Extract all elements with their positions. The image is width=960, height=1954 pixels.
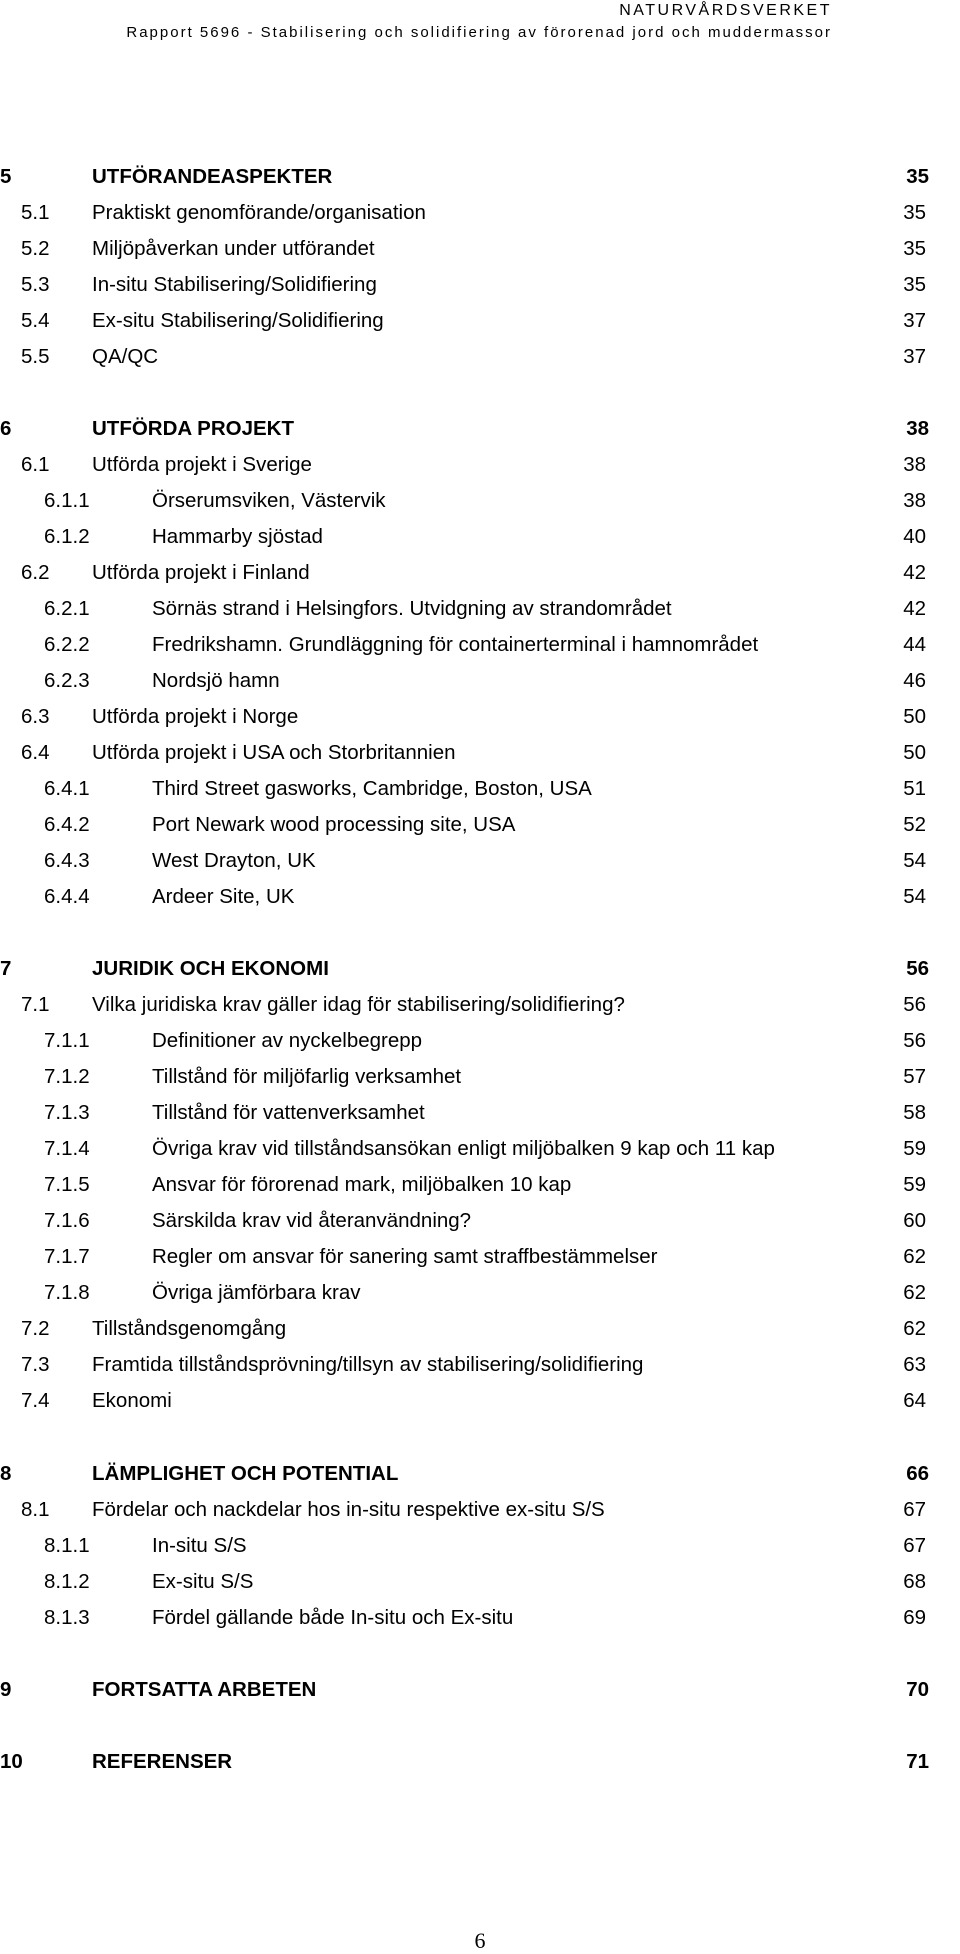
toc-entry-title: Hammarby sjöstad [152, 525, 323, 548]
toc-entry-title: QA/QC [92, 345, 159, 368]
toc-entry-page: 51 [903, 777, 926, 800]
toc-entry-title: In-situ S/S [152, 1534, 247, 1557]
toc-entry-page: 67 [903, 1498, 926, 1521]
toc-entry-number: 6.4.4 [44, 885, 90, 908]
toc-entry-title: Tillstånd för vattenverksamhet [152, 1101, 425, 1124]
toc-entry-page: 50 [903, 705, 926, 728]
toc-entry-page: 56 [906, 957, 929, 980]
toc-entry-title: Sörnäs strand i Helsingfors. Utvidgning av strandområdet [152, 597, 672, 620]
toc-chapter-entry[interactable] [0, 410, 929, 447]
toc-entry-title: LÄMPLIGHET OCH POTENTIAL [92, 1462, 399, 1485]
toc-entry-title: West Drayton, UK [152, 849, 316, 872]
toc-entry-number: 6.1.1 [44, 489, 90, 512]
toc-entry-page: 70 [906, 1678, 929, 1701]
toc-entry-number: 7.1.5 [44, 1173, 90, 1196]
toc-entry[interactable] [0, 806, 926, 843]
toc-entry-number: 7 [0, 957, 12, 980]
toc-entry-page: 54 [903, 885, 926, 908]
publisher-name: NATURVÅRDSVERKET [619, 2, 832, 19]
toc-entry-number: 6.2.2 [44, 633, 90, 656]
toc-entry-title: UTFÖRANDEASPEKTER [92, 165, 333, 188]
toc-entry[interactable] [0, 734, 926, 771]
toc-entry[interactable] [0, 1599, 926, 1636]
toc-chapter-entry[interactable] [0, 1455, 929, 1492]
toc-entry[interactable] [0, 338, 926, 375]
toc-entry[interactable] [0, 1346, 926, 1383]
toc-entry-number: 7.1 [21, 993, 50, 1016]
toc-entry-number: 6.2.1 [44, 597, 90, 620]
toc-entry-number: 6.2 [21, 561, 50, 584]
toc-entry-page: 59 [903, 1173, 926, 1196]
toc-entry[interactable] [0, 194, 926, 231]
toc-entry-page: 46 [903, 669, 926, 692]
toc-entry-title: Ex-situ Stabilisering/Solidifiering [92, 309, 384, 332]
toc-entry[interactable] [0, 1238, 926, 1275]
toc-entry-title: Ardeer Site, UK [152, 885, 295, 908]
toc-entry-title: Regler om ansvar för sanering samt straffbestämmelser [152, 1245, 658, 1268]
toc-entry[interactable] [0, 1274, 926, 1311]
toc-entry[interactable] [0, 1058, 926, 1095]
toc-entry-title: Utförda projekt i USA och Storbritannien [92, 741, 456, 764]
toc-entry-number: 5.3 [21, 273, 50, 296]
toc-entry[interactable] [0, 662, 926, 699]
toc-entry-page: 59 [903, 1137, 926, 1160]
toc-entry-page: 35 [903, 273, 926, 296]
toc-entry-page: 35 [906, 165, 929, 188]
toc-entry-number: 5.2 [21, 237, 50, 260]
toc-entry-number: 6.4.2 [44, 813, 90, 836]
toc-entry-title: Utförda projekt i Finland [92, 561, 310, 584]
toc-entry-title: Utförda projekt i Sverige [92, 453, 312, 476]
toc-entry-title: In-situ Stabilisering/Solidifiering [92, 273, 377, 296]
toc-entry-title: FORTSATTA ARBETEN [92, 1678, 317, 1701]
toc-entry-page: 56 [903, 1029, 926, 1052]
toc-entry-title: Tillståndsgenomgång [92, 1317, 287, 1340]
toc-entry-number: 8.1 [21, 1498, 50, 1521]
toc-entry-page: 71 [906, 1750, 929, 1773]
page-number: 6 [474, 1928, 486, 1953]
toc-entry-number: 7.1.1 [44, 1029, 90, 1052]
toc-entry-title: Third Street gasworks, Cambridge, Boston, USA [152, 777, 592, 800]
toc-entry-page: 58 [903, 1101, 926, 1124]
toc-entry-page: 35 [903, 237, 926, 260]
toc-entry[interactable] [0, 842, 926, 879]
toc-entry-number: 6.1 [21, 453, 50, 476]
toc-entry-page: 50 [903, 741, 926, 764]
report-title: Rapport 5696 - Stabilisering och solidifiering av förorenad jord och muddermassor [126, 24, 832, 41]
toc-entry-page: 38 [906, 417, 929, 440]
toc-entry-number: 6.4.3 [44, 849, 90, 872]
toc-entry-page: 64 [903, 1389, 926, 1412]
toc-entry-number: 7.1.3 [44, 1101, 90, 1124]
toc-chapter-entry[interactable] [0, 950, 929, 987]
toc-entry-number: 7.3 [21, 1353, 50, 1376]
toc-entry[interactable] [0, 482, 926, 519]
toc-entry-page: 44 [903, 633, 926, 656]
toc-entry-page: 40 [903, 525, 926, 548]
toc-entry-title: Utförda projekt i Norge [92, 705, 299, 728]
toc-entry[interactable] [0, 878, 926, 915]
toc-entry[interactable] [0, 770, 926, 807]
toc-entry-title: Vilka juridiska krav gäller idag för stabilisering/solidifiering? [92, 993, 625, 1016]
toc-entry-page: 42 [903, 597, 926, 620]
toc-entry-page: 69 [903, 1606, 926, 1629]
toc-entry[interactable] [0, 986, 926, 1023]
toc-entry-number: 8.1.3 [44, 1606, 90, 1629]
toc-entry[interactable] [0, 266, 926, 303]
toc-entry-page: 60 [903, 1209, 926, 1232]
toc-entry-page: 68 [903, 1570, 926, 1593]
toc-entry[interactable] [0, 698, 926, 735]
toc-entry[interactable] [0, 1166, 926, 1203]
toc-entry-title: Övriga jämförbara krav [152, 1281, 361, 1304]
toc-entry-page: 67 [903, 1534, 926, 1557]
toc-entry-title: Fördel gällande både In-situ och Ex-situ [152, 1606, 514, 1629]
toc-entry[interactable] [0, 302, 926, 339]
toc-entry-number: 7.4 [21, 1389, 50, 1412]
toc-entry-number: 6.1.2 [44, 525, 90, 548]
toc-entry-page: 52 [903, 813, 926, 836]
toc-chapter-entry[interactable] [0, 158, 929, 195]
toc-entry-page: 38 [903, 453, 926, 476]
toc-entry-title: Ekonomi [92, 1389, 172, 1412]
toc-entry-number: 5.5 [21, 345, 50, 368]
toc-entry-number: 6.4.1 [44, 777, 90, 800]
toc-entry-title: Ansvar för förorenad mark, miljöbalken 10 kap [152, 1173, 572, 1196]
toc-entry-number: 7.1.2 [44, 1065, 90, 1088]
toc-entry[interactable] [0, 554, 926, 591]
toc-entry-title: Nordsjö hamn [152, 669, 280, 692]
toc-entry-title: REFERENSER [92, 1750, 233, 1773]
toc-chapter-entry[interactable] [0, 1671, 929, 1708]
toc-entry-number: 5.4 [21, 309, 50, 332]
toc-entry-title: Fördelar och nackdelar hos in-situ respektive ex-situ S/S [92, 1498, 605, 1521]
toc-entry-title: Övriga krav vid tillståndsansökan enligt miljöbalken 9 kap och 11 kap [152, 1137, 775, 1160]
toc-entry-page: 37 [903, 345, 926, 368]
toc-entry-number: 7.1.6 [44, 1209, 90, 1232]
toc-entry[interactable] [0, 1310, 926, 1347]
toc-entry[interactable] [0, 1382, 926, 1419]
toc-entry-number: 9 [0, 1678, 12, 1701]
toc-entry[interactable] [0, 1563, 926, 1600]
toc-entry-number: 5.1 [21, 201, 50, 224]
toc-entry[interactable] [0, 590, 926, 627]
toc-entry-title: Särskilda krav vid återanvändning? [152, 1209, 472, 1232]
toc-entry-title: Miljöpåverkan under utförandet [92, 237, 375, 260]
toc-entry-page: 38 [903, 489, 926, 512]
toc-entry-page: 54 [903, 849, 926, 872]
toc-entry-number: 6.4 [21, 741, 50, 764]
toc-entry-number: 6.3 [21, 705, 50, 728]
toc-entry-number: 5 [0, 165, 12, 188]
toc-entry-title: JURIDIK OCH EKONOMI [92, 957, 329, 980]
toc-entry-page: 66 [906, 1462, 929, 1485]
toc-entry-page: 62 [903, 1245, 926, 1268]
toc-entry[interactable] [0, 230, 926, 267]
toc-entry[interactable] [0, 1491, 926, 1528]
toc-entry-page: 62 [903, 1317, 926, 1340]
toc-entry-number: 7.1.7 [44, 1245, 90, 1268]
toc-entry-number: 8.1.2 [44, 1570, 90, 1593]
toc-entry-title: UTFÖRDA PROJEKT [92, 417, 294, 440]
toc-entry-number: 7.2 [21, 1317, 50, 1340]
toc-entry-title: Framtida tillståndsprövning/tillsyn av stabilisering/solidifiering [92, 1353, 644, 1376]
toc-entry[interactable] [0, 626, 926, 663]
toc-entry-title: Definitioner av nyckelbegrepp [152, 1029, 423, 1052]
toc-entry-title: Port Newark wood processing site, USA [152, 813, 516, 836]
toc-entry-title: Tillstånd för miljöfarlig verksamhet [152, 1065, 462, 1088]
toc-entry[interactable] [0, 446, 926, 483]
toc-entry-page: 57 [903, 1065, 926, 1088]
toc-entry-title: Ex-situ S/S [152, 1570, 254, 1593]
toc-entry-title: Örserumsviken, Västervik [152, 489, 386, 512]
toc-entry-number: 8 [0, 1462, 12, 1485]
toc-entry-page: 56 [903, 993, 926, 1016]
toc-entry[interactable] [0, 1527, 926, 1564]
toc-entry[interactable] [0, 1094, 926, 1131]
toc-entry[interactable] [0, 1022, 926, 1059]
toc-entry-title: Praktiskt genomförande/organisation [92, 201, 426, 224]
toc-entry-number: 7.1.8 [44, 1281, 90, 1304]
toc-entry[interactable] [0, 1202, 926, 1239]
toc-entry-number: 8.1.1 [44, 1534, 90, 1557]
toc-entry-title: Fredrikshamn. Grundläggning för containerterminal i hamnområdet [152, 633, 759, 656]
toc-entry-page: 63 [903, 1353, 926, 1376]
toc-entry-number: 6 [0, 417, 12, 440]
toc-entry-number: 10 [0, 1750, 23, 1773]
toc-entry-page: 42 [903, 561, 926, 584]
toc-entry-number: 7.1.4 [44, 1137, 90, 1160]
toc-entry-page: 35 [903, 201, 926, 224]
toc-entry[interactable] [0, 1130, 926, 1167]
toc-entry-page: 37 [903, 309, 926, 332]
toc-chapter-entry[interactable] [0, 1743, 929, 1780]
toc-entry[interactable] [0, 518, 926, 555]
toc-entry-number: 6.2.3 [44, 669, 90, 692]
toc-entry-page: 62 [903, 1281, 926, 1304]
